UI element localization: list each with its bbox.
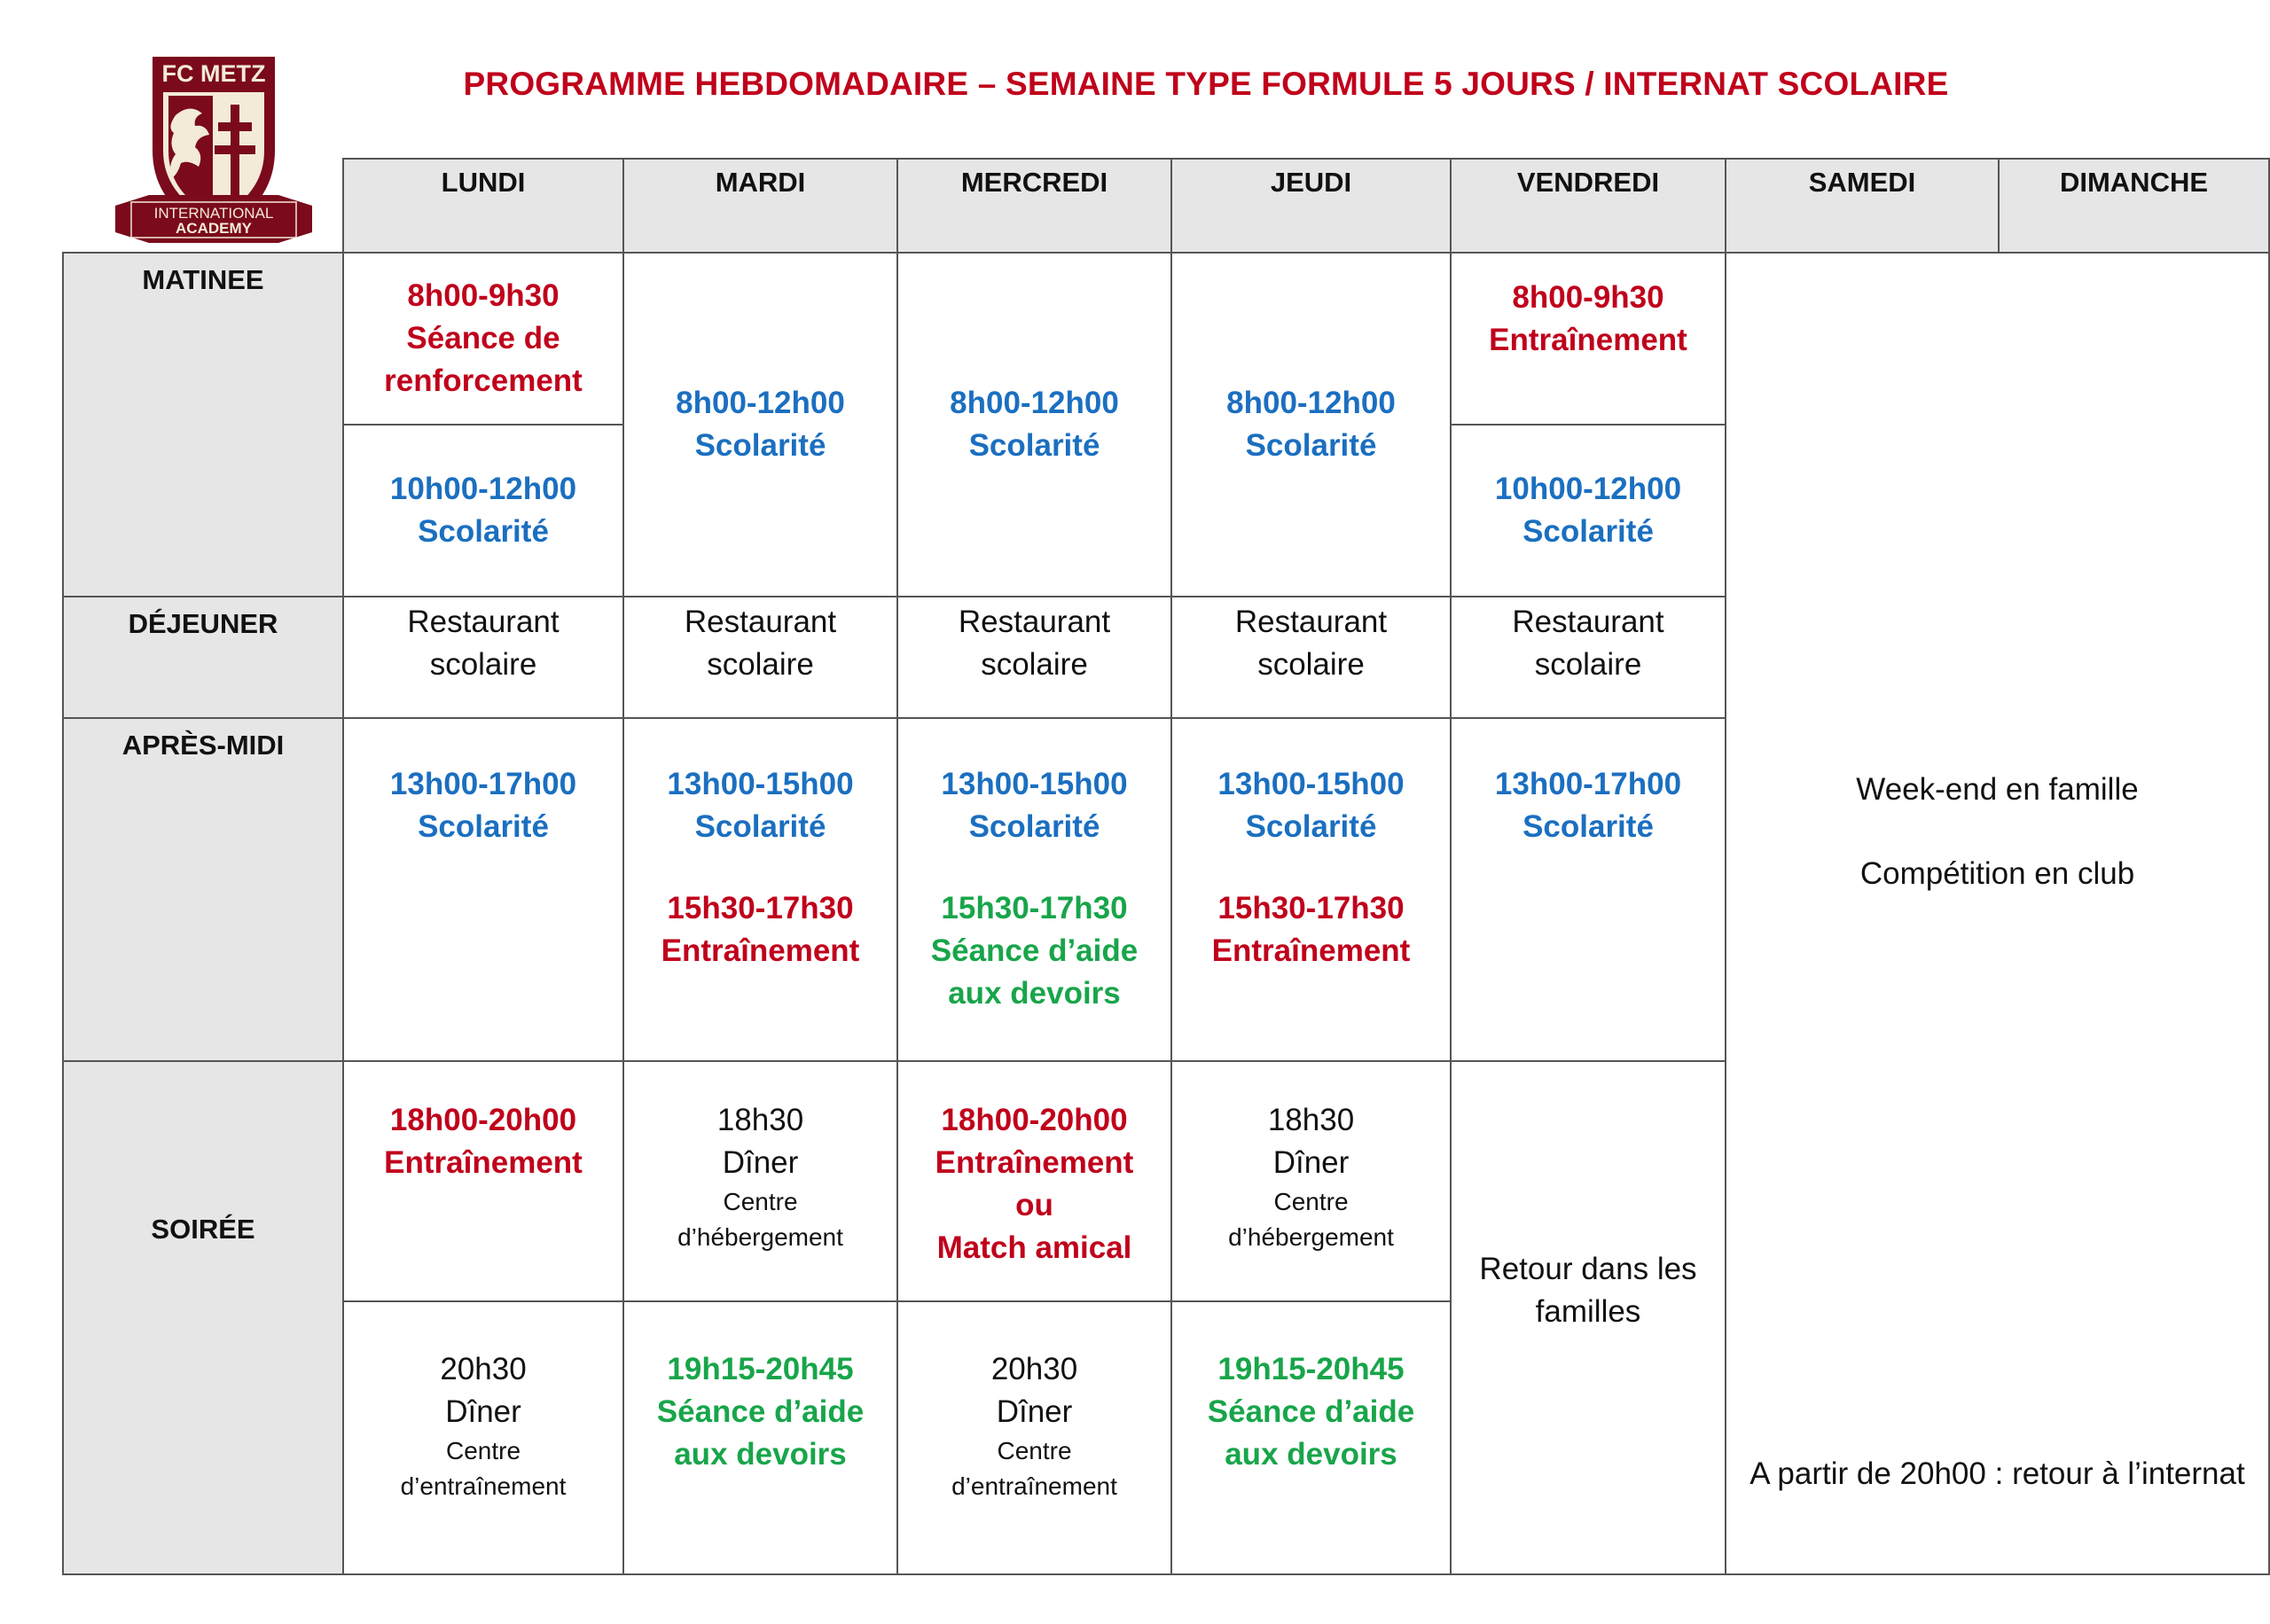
lundi-dejeuner xyxy=(343,597,623,718)
mercredi-am-time2: 15h30-17h30 xyxy=(941,891,1128,925)
jeudi-soiree-1-time: 18h30 xyxy=(1267,1103,1355,1137)
weekend-cell xyxy=(1726,253,2269,1574)
mardi-soiree-1-sub1: Centre xyxy=(723,1188,798,1215)
jeudi-soiree-1-sub1: Centre xyxy=(1273,1188,1349,1215)
vendredi-matinee-2 xyxy=(1451,425,1726,597)
mardi-dejeuner xyxy=(623,597,897,718)
lundi-soiree-2-label: Dîner xyxy=(445,1394,521,1429)
weekend-line-retour xyxy=(1726,1453,2268,1495)
lundi-matinee-1-time: 8h00-9h30 xyxy=(407,278,560,313)
lundi-am-label: Scolarité xyxy=(418,809,549,844)
jeudi-soiree-1 xyxy=(1171,1061,1451,1301)
mardi-soiree-1-time: 18h30 xyxy=(716,1103,804,1137)
lundi-soiree-1-label: Entraînement xyxy=(384,1145,583,1180)
jeudi-dejeuner-line2: scolaire xyxy=(1257,647,1365,682)
mardi-matinee xyxy=(623,253,897,597)
mercredi-dejeuner-line1: Restaurant xyxy=(958,605,1111,639)
lundi-matinee-2-time: 10h00-12h00 xyxy=(389,472,577,506)
jeudi-am-label1: Scolarité xyxy=(1245,809,1377,844)
weekend-line-famille: Week-end en famille xyxy=(1856,772,2139,807)
vendredi-matinee-2-label: Scolarité xyxy=(1522,514,1654,549)
day-header-jeudi: JEUDI xyxy=(1171,159,1451,253)
period-soiree: SOIRÉE xyxy=(63,1061,343,1574)
jeudi-soiree-1-label: Dîner xyxy=(1272,1145,1350,1180)
mercredi-dejeuner-line2: scolaire xyxy=(981,647,1088,682)
period-dejeuner: DÉJEUNER xyxy=(63,597,343,718)
lundi-soiree-2 xyxy=(343,1301,623,1574)
mercredi-soiree-1 xyxy=(897,1061,1171,1301)
vendredi-matinee-1-time: 8h00-9h30 xyxy=(1512,280,1664,315)
mardi-am-time2: 15h30-17h30 xyxy=(667,891,854,925)
jeudi-soiree-2-time: 19h15-20h45 xyxy=(1217,1352,1405,1386)
jeudi-matinee xyxy=(1171,253,1451,597)
jeudi-matinee-time: 8h00-12h00 xyxy=(1226,386,1396,420)
lundi-matinee-2 xyxy=(343,425,623,597)
mercredi-am-time1: 13h00-15h00 xyxy=(941,767,1128,801)
day-header-vendredi: VENDREDI xyxy=(1451,159,1726,253)
mardi-soiree-1-sub2: d’hébergement xyxy=(677,1223,843,1251)
mardi-matinee-label: Scolarité xyxy=(694,428,826,463)
jeudi-am-time2: 15h30-17h30 xyxy=(1217,891,1405,925)
vendredi-matinee-1 xyxy=(1451,253,1726,425)
mercredi-soiree-2-sub2: d’entraînement xyxy=(951,1472,1117,1500)
mardi-soiree-2-label2: aux devoirs xyxy=(674,1437,847,1472)
lundi-am-time: 13h00-17h00 xyxy=(389,767,577,801)
vendredi-dejeuner-line2: scolaire xyxy=(1534,647,1642,682)
header-row xyxy=(63,159,2269,253)
logo-top-text: FC METZ xyxy=(161,60,266,87)
mardi-am-label2: Entraînement xyxy=(661,933,860,968)
vendredi-dejeuner xyxy=(1451,597,1726,718)
day-header-lundi: LUNDI xyxy=(343,159,623,253)
vendredi-dejeuner-line1: Restaurant xyxy=(1512,605,1664,639)
lundi-matinee-1-label-a: Séance de xyxy=(406,321,560,355)
mardi-dejeuner-line1: Restaurant xyxy=(684,605,837,639)
vendredi-am-label: Scolarité xyxy=(1522,809,1654,844)
vendredi-matinee-1-label: Entraînement xyxy=(1489,323,1687,357)
jeudi-matinee-label: Scolarité xyxy=(1245,428,1377,463)
lundi-matinee-1-label-b: renforcement xyxy=(384,363,583,398)
mercredi-matinee xyxy=(897,253,1171,597)
lundi-soiree-2-sub2: d’entraînement xyxy=(400,1472,567,1500)
mardi-dejeuner-line2: scolaire xyxy=(707,647,814,682)
mercredi-soiree-1-time: 18h00-20h00 xyxy=(941,1103,1128,1137)
lundi-matinee-1 xyxy=(343,253,623,425)
mardi-soiree-2-label1: Séance d’aide xyxy=(656,1394,865,1429)
jeudi-apres-midi xyxy=(1171,718,1451,1061)
page-title: PROGRAMME HEBDOMADAIRE – SEMAINE TYPE FORMULE 5 JOURS / INTERNAT SCOLAIRE xyxy=(463,66,1949,102)
mercredi-apres-midi xyxy=(897,718,1171,1061)
vendredi-soiree xyxy=(1451,1061,1726,1574)
jeudi-dejeuner-line1: Restaurant xyxy=(1234,605,1388,639)
mardi-soiree-1-label: Dîner xyxy=(722,1145,799,1180)
lundi-dejeuner-line2: scolaire xyxy=(429,647,537,682)
mercredi-matinee-time: 8h00-12h00 xyxy=(950,386,1119,420)
mercredi-soiree-2-sub1: Centre xyxy=(997,1437,1072,1464)
lundi-dejeuner-line1: Restaurant xyxy=(407,605,560,639)
jeudi-soiree-2-label2: aux devoirs xyxy=(1225,1437,1397,1472)
mardi-soiree-2-time: 19h15-20h45 xyxy=(667,1352,854,1386)
day-header-mercredi: MERCREDI xyxy=(897,159,1171,253)
matinee-row-1 xyxy=(63,253,2269,425)
jeudi-soiree-2-label1: Séance d’aide xyxy=(1207,1394,1415,1429)
mercredi-soiree-2-label: Dîner xyxy=(996,1394,1073,1429)
period-apres-midi: APRÈS-MIDI xyxy=(63,718,343,1061)
jeudi-am-label2: Entraînement xyxy=(1211,933,1411,968)
weekend-retour-a: A partir de 20h00 : xyxy=(1749,1456,2004,1491)
lundi-matinee-2-label: Scolarité xyxy=(418,514,549,549)
jeudi-dejeuner xyxy=(1171,597,1451,718)
weekly-schedule-table xyxy=(62,158,2270,1575)
mercredi-soiree-2 xyxy=(897,1301,1171,1574)
vendredi-matinee-2-time: 10h00-12h00 xyxy=(1494,472,1682,506)
mercredi-am-label1: Scolarité xyxy=(968,809,1100,844)
lundi-soiree-1 xyxy=(343,1061,623,1301)
mardi-am-label1: Scolarité xyxy=(694,809,826,844)
mardi-matinee-time: 8h00-12h00 xyxy=(676,386,845,420)
mercredi-soiree-1-label1: Entraînement xyxy=(935,1145,1134,1180)
jeudi-soiree-2 xyxy=(1171,1301,1451,1574)
vendredi-soiree-line2: familles xyxy=(1535,1294,1641,1329)
logo-ribbon-line2: ACADEMY xyxy=(176,220,252,237)
weekend-line-competition: Compétition en club xyxy=(1859,856,2135,891)
mardi-soiree-2 xyxy=(623,1301,897,1574)
jeudi-am-time1: 13h00-15h00 xyxy=(1217,767,1405,801)
mardi-am-time1: 13h00-15h00 xyxy=(667,767,854,801)
mercredi-am-label2a: Séance d’aide xyxy=(930,933,1139,968)
logo-ribbon-line1: INTERNATIONAL xyxy=(153,205,274,222)
mercredi-soiree-2-time: 20h30 xyxy=(990,1352,1078,1386)
lundi-soiree-1-time: 18h00-20h00 xyxy=(389,1103,577,1137)
day-header-samedi: SAMEDI xyxy=(1726,159,1999,253)
mercredi-dejeuner xyxy=(897,597,1171,718)
period-matinee: MATINEE xyxy=(63,253,343,597)
day-header-mardi: MARDI xyxy=(623,159,897,253)
lundi-apres-midi xyxy=(343,718,623,1061)
lundi-soiree-2-sub1: Centre xyxy=(445,1437,521,1464)
mercredi-soiree-1-label3: Match amical xyxy=(936,1230,1132,1265)
lundi-soiree-2-time: 20h30 xyxy=(440,1352,527,1386)
vendredi-apres-midi xyxy=(1451,718,1726,1061)
vendredi-soiree-line1: Retour dans les xyxy=(1479,1252,1697,1286)
vendredi-am-time: 13h00-17h00 xyxy=(1494,767,1682,801)
header-corner xyxy=(63,159,343,253)
weekend-retour-b: retour à l’internat xyxy=(2012,1456,2245,1491)
day-header-dimanche: DIMANCHE xyxy=(1999,159,2269,253)
mercredi-matinee-label: Scolarité xyxy=(968,428,1100,463)
mercredi-soiree-1-label2: ou xyxy=(1015,1188,1053,1222)
mardi-soiree-1 xyxy=(623,1061,897,1301)
jeudi-soiree-1-sub2: d’hébergement xyxy=(1228,1223,1394,1251)
mercredi-am-label2b: aux devoirs xyxy=(948,976,1121,1011)
mardi-apres-midi xyxy=(623,718,897,1061)
